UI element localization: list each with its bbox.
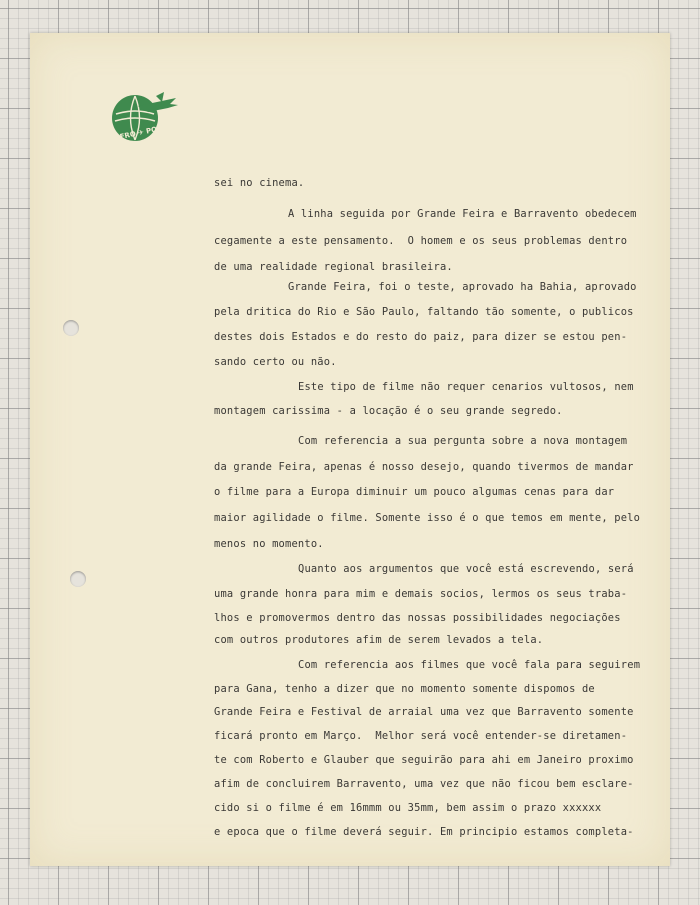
body-line: cegamente a este pensamento. O homem e os seus problemas dentro — [214, 235, 628, 247]
body-line: uma grande honra para mim e demais socios, lermos os seus traba- — [214, 588, 628, 600]
body-line: Com referencia aos filmes que você fala para seguirem — [298, 659, 641, 671]
body-line: Este tipo de filme não requer cenarios vultosos, nem — [298, 381, 634, 393]
body-line: sando certo ou não. — [214, 356, 337, 368]
body-line: Grande Feira e Festival de arraial uma vez que Barravento somente — [214, 706, 634, 718]
body-line: A linha seguida por Grande Feira e Barravento obedecem — [288, 208, 637, 220]
body-line: montagem carissima - a locação é o seu grande segredo. — [214, 405, 563, 417]
body-line: te com Roberto e Glauber que seguirão para ahi em Janeiro proximo — [214, 754, 634, 766]
body-line: o filme para a Europa diminuir um pouco algumas cenas para dar — [214, 486, 615, 498]
body-line: Quanto aos argumentos que você está escrevendo, será — [298, 563, 634, 575]
body-line: com outros produtores afim de serem levados a tela. — [214, 634, 544, 646]
body-line: Grande Feira, foi o teste, aprovado ha Bahia, aprovado — [288, 281, 637, 293]
body-line: de uma realidade regional brasileira. — [214, 261, 453, 273]
letter-sheet — [30, 33, 670, 866]
body-line: para Gana, tenho a dizer que no momento somente dispomos de — [214, 683, 595, 695]
letter-body — [30, 33, 670, 866]
body-line: cido si o filme é em 16mmm ou 35mm, bem assim o prazo xxxxxx — [214, 802, 602, 814]
body-line: da grande Feira, apenas é nosso desejo, quando tivermos de mandar — [214, 461, 634, 473]
body-line: pela dritica do Rio e São Paulo, faltando tão somente, o publicos — [214, 306, 634, 318]
body-line: maior agilidade o filme. Somente isso é o que temos em mente, pelo — [214, 512, 641, 524]
body-line: destes dois Estados e do resto do paiz, para dizer se estou pen- — [214, 331, 628, 343]
body-line: afim de concluirem Barravento, uma vez que não ficou bem esclare- — [214, 778, 634, 790]
body-line: sei no cinema. — [214, 177, 305, 189]
body-line: Com referencia a sua pergunta sobre a nova montagem — [298, 435, 628, 447]
body-line: ficará pronto em Março. Melhor será você entender-se diretamen- — [214, 730, 628, 742]
body-line: lhos e promovermos dentro das nossas possibilidades negociações — [214, 612, 621, 624]
body-line: e epoca que o filme deverá seguir. Em principio estamos completa- — [214, 826, 634, 838]
logo-wordmark: AFRO ✈ POST — [113, 123, 168, 143]
body-line: menos no momento. — [214, 538, 324, 550]
